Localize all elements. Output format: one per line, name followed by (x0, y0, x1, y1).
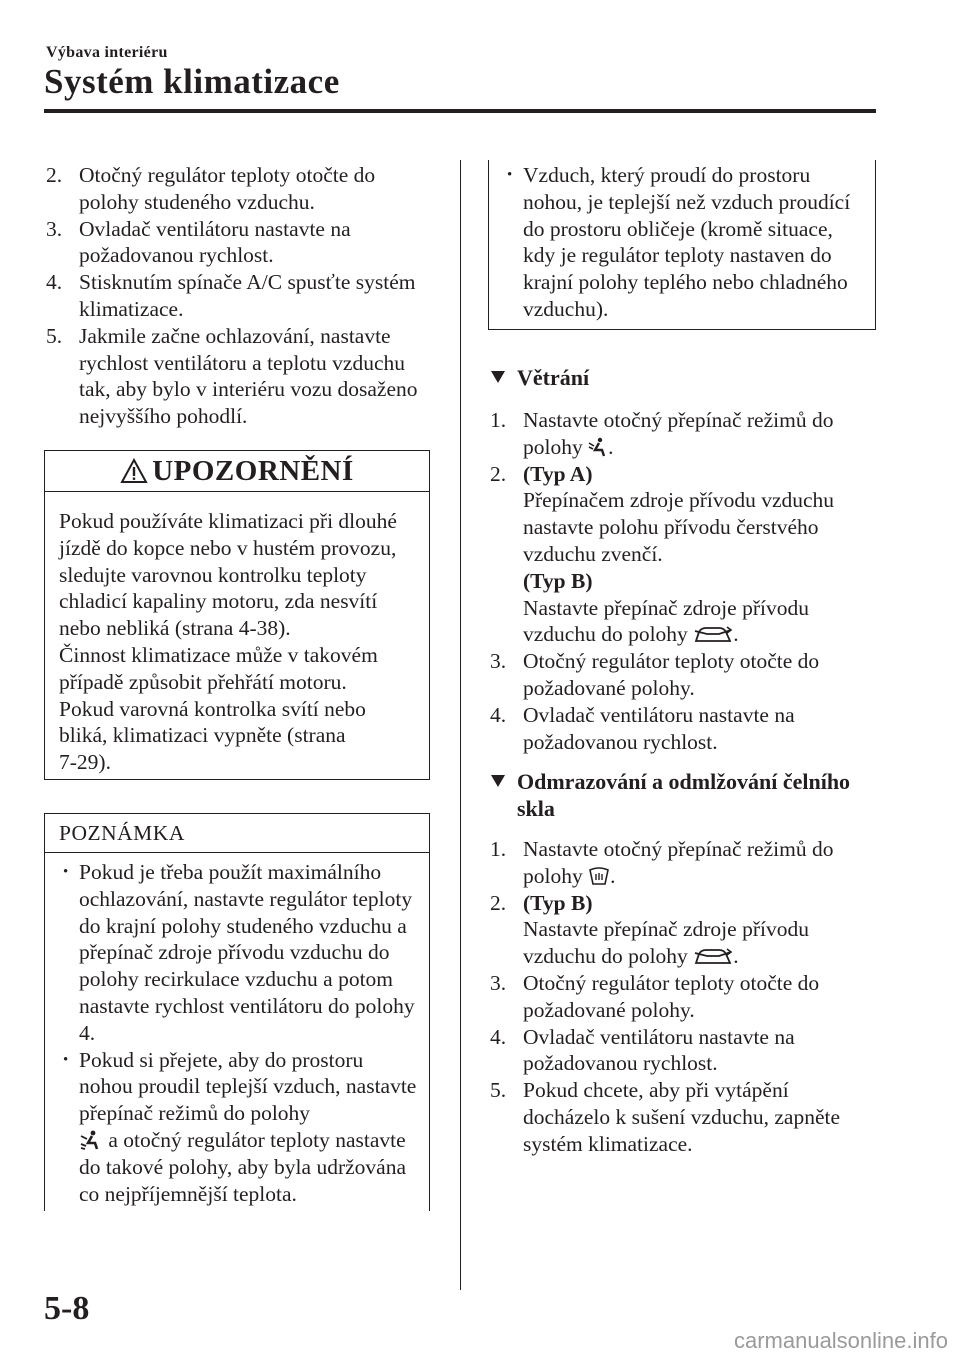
warning-line: nebo nebliká (strana 4-38). (59, 616, 291, 641)
fresh-air-icon (693, 946, 733, 966)
page-number: 5-8 (44, 1290, 90, 1327)
step-item: 1. Nastavte otočný přepínač režimů do polohy . (490, 837, 834, 888)
warning-box (44, 450, 430, 780)
note-bullet: • Vzduch, který proudí do prostoru nohou, je teplejší než vzduch proudící do prostoru obličeje (kromě situace, kdy je regulátor teploty nastaven do krajní polohy teplého nebo chladného vzduchu). (507, 163, 851, 321)
warning-line: případě způsobit přehřátí motoru. (59, 669, 347, 694)
section-label: Výbava interiéru (46, 44, 168, 61)
section-triangle-icon (490, 774, 506, 788)
step-item: 4. Stisknutím spínače A/C spusťte systém klimatizace. (46, 270, 416, 321)
warning-line: Pokud používáte klimatizaci při dlouhé (59, 509, 397, 533)
note-body (489, 160, 875, 323)
face-vent-mode-icon (588, 437, 608, 457)
step-item: 3. Ovladač ventilátoru nastavte na požadovanou rychlost. (46, 216, 351, 268)
warning-line: Činnost klimatizace může v takovém (59, 642, 378, 667)
defrost-mode-icon (588, 866, 610, 886)
step-item: 3. Otočný regulátor teploty otočte do požadované polohy. (490, 649, 820, 700)
step-item: 5. Pokud chcete, aby při vytápění docházelo k sušení vzduchu, zapněte systém klimatizace. (490, 1078, 840, 1156)
header-rule (44, 109, 876, 113)
note-bullet: • Pokud je třeba použít maximálního ochlazování, nastavte regulátor teploty do krajní polohy studeného vzduchu a přepínač zdroje přívodu vzduchu do polohy recirkulace vzduchu a potom nastavte rychlost ventilátoru do polohy 4. (63, 860, 415, 1045)
note-bullet: • Pokud si přejete, aby do prostoru nohou proudil teplejší vzduch, nastavte přepínač režimů do polohy a otočný regulátor teploty nastavte do takové polohy, aby byla udržována co nejpříjemnější teplota. (63, 1047, 417, 1206)
step-item: 2. (Typ A) Přepínačem zdroje přívodu vzduchu nastavte polohu přívodu čerstvého vzduchu zvenčí. (Typ B) Nastavte přepínač zdroje přívodu vzduchu do polohy . (490, 461, 835, 647)
warning-line: jízdě do kopce nebo v hustém provozu, (59, 535, 397, 560)
step-item: 4. Ovladač ventilátoru nastavte na požadovanou rychlost. (490, 1024, 795, 1076)
warning-line: chladicí kapaliny motoru, zda nesvítí (59, 589, 378, 614)
left-steps (46, 162, 436, 430)
note-title: POZNÁMKA (45, 814, 429, 853)
step-item: 5. Jakmile začne ochlazování, nastavte rychlost ventilátoru a teplotu vzduchu tak, aby bylo v interiéru vozu dosaženo nejvyššího pohodlí. (46, 323, 418, 429)
warning-triangle-icon (120, 458, 148, 484)
step-item: 4. Ovladač ventilátoru nastavte na požadovanou rychlost. (490, 702, 795, 754)
defrost-section (490, 768, 876, 1158)
warning-line: bliká, klimatizaci vypněte (strana (59, 723, 346, 748)
warning-body (45, 492, 429, 776)
warning-title: UPOZORNĚNÍ (152, 454, 354, 487)
warning-line: sledujte varovnou kontrolku teploty (59, 562, 367, 587)
step-item: 1. Nastavte otočný přepínač režimů do polohy . (490, 408, 834, 459)
note-box (44, 813, 430, 1211)
warning-line: Pokud varovná kontrolka svítí nebo (59, 696, 366, 721)
chapter-title: Systém klimatizace (44, 62, 340, 101)
ventilation-section (490, 364, 876, 755)
section-triangle-icon (490, 370, 506, 384)
note-body (45, 853, 429, 1207)
bilevel-mode-icon (79, 1130, 103, 1150)
step-item: 3. Otočný regulátor teploty otočte do požadované polohy. (490, 970, 820, 1022)
defrost-heading: Odmrazování a odmlžování čelního skla (490, 768, 876, 822)
column-divider (460, 160, 461, 1290)
note-box-continued (488, 160, 876, 330)
watermark: carmanualsonline.info (733, 1328, 948, 1353)
fresh-air-icon (693, 624, 733, 644)
step-item: 2. Otočný regulátor teploty otočte do polohy studeného vzduchu. (46, 163, 376, 214)
warning-line: 7-29). (59, 750, 111, 775)
ventilation-heading: Větrání (490, 364, 876, 391)
step-item: 2. (Typ B) Nastavte přepínač zdroje přívodu vzduchu do polohy . (490, 890, 809, 969)
warning-header (45, 451, 429, 492)
